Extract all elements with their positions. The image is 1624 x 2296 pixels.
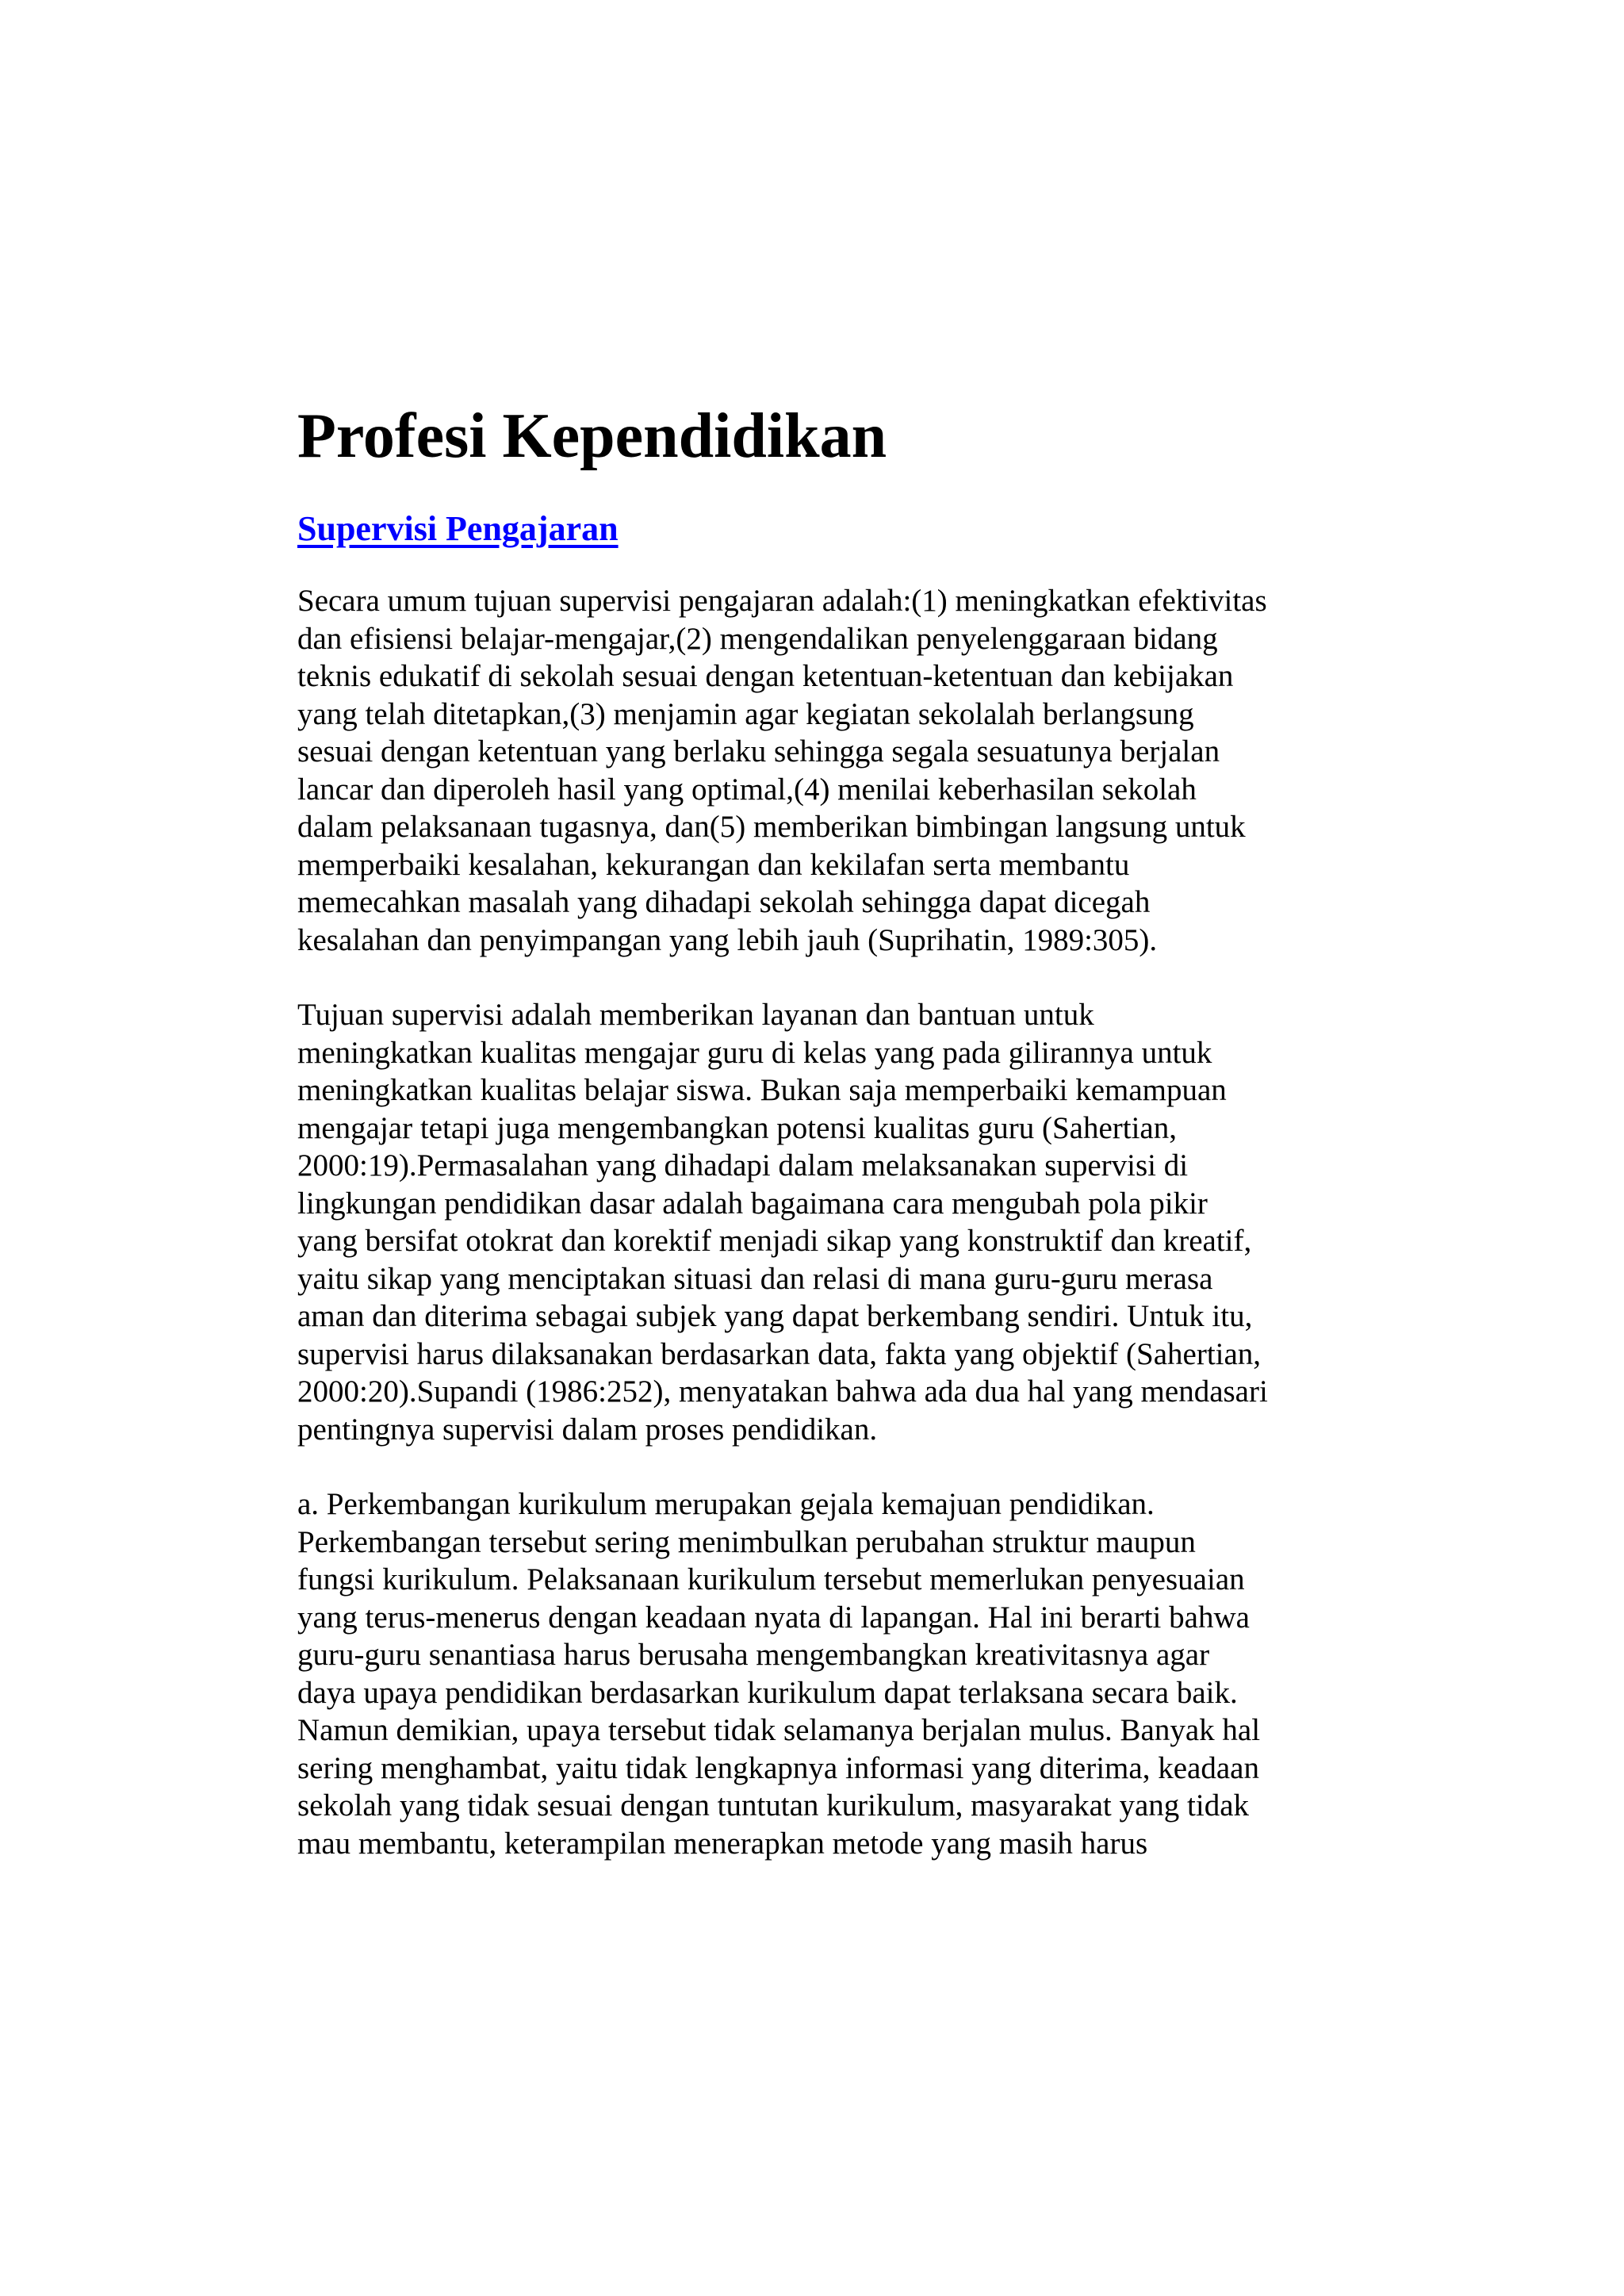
paragraph-line: sekolah yang tidak sesuai dengan tuntutan kurikulum, masyarakat yang tidak: [297, 1788, 1250, 1823]
paragraph-line: Tujuan supervisi adalah memberikan layanan dan bantuan untuk: [297, 998, 1094, 1032]
paragraph-line: teknis edukatif di sekolah sesuai dengan ketentuan-ketentuan dan kebijakan: [297, 659, 1234, 693]
paragraph-line: meningkatkan kualitas mengajar guru di kelas yang pada gilirannya untuk: [297, 1035, 1212, 1070]
paragraph-2: [297, 996, 1344, 1448]
paragraph-line: a. Perkembangan kurikulum merupakan gejala kemajuan pendidikan.: [297, 1487, 1155, 1521]
paragraph-line: supervisi harus dilaksanakan berdasarkan data, fakta yang objektif (Sahertian,: [297, 1336, 1262, 1371]
paragraph-line: 2000:20).Supandi (1986:252), menyatakan bahwa ada dua hal yang mendasari: [297, 1374, 1268, 1409]
paragraph-line: meningkatkan kualitas belajar siswa. Bukan saja memperbaiki kemampuan: [297, 1073, 1227, 1107]
paragraph-line: pentingnya supervisi dalam proses pendidikan.: [297, 1412, 878, 1447]
paragraph-line: lancar dan diperoleh hasil yang optimal,(4) menilai keberhasilan sekolah: [297, 772, 1197, 807]
paragraph-line: guru-guru senantiasa harus berusaha mengembangkan kreativitasnya agar: [297, 1638, 1210, 1672]
paragraph-3: [297, 1485, 1344, 1862]
document-page: [297, 397, 1344, 1899]
paragraph-line: mengajar tetapi juga mengembangkan potensi kualitas guru (Sahertian,: [297, 1110, 1177, 1145]
paragraph-line: daya upaya pendidikan berdasarkan kurikulum dapat terlaksana secara baik.: [297, 1675, 1238, 1710]
paragraph-1: [297, 582, 1344, 959]
page-title: Profesi Kependidikan: [297, 401, 887, 471]
paragraph-line: kesalahan dan penyimpangan yang lebih jauh (Suprihatin, 1989:305).: [297, 922, 1158, 957]
paragraph-line: dalam pelaksanaan tugasnya, dan(5) memberikan bimbingan langsung untuk: [297, 810, 1246, 844]
paragraph-line: Secara umum tujuan supervisi pengajaran adalah:(1) meningkatkan efektivitas: [297, 584, 1267, 618]
paragraph-line: dan efisiensi belajar-mengajar,(2) mengendalikan penyelenggaraan bidang: [297, 621, 1218, 656]
paragraph-line: yaitu sikap yang menciptakan situasi dan relasi di mana guru-guru merasa: [297, 1261, 1213, 1296]
paragraph-line: sering menghambat, yaitu tidak lengkapnya informasi yang diterima, keadaan: [297, 1750, 1259, 1785]
paragraph-line: aman dan diterima sebagai subjek yang dapat berkembang sendiri. Untuk itu,: [297, 1299, 1253, 1333]
paragraph-line: lingkungan pendidikan dasar adalah bagaimana cara mengubah pola pikir: [297, 1186, 1208, 1221]
paragraph-line: yang telah ditetapkan,(3) menjamin agar kegiatan sekolalah berlangsung: [297, 696, 1194, 731]
paragraph-line: 2000:19).Permasalahan yang dihadapi dalam melaksanakan supervisi di: [297, 1148, 1189, 1182]
paragraph-line: sesuai dengan ketentuan yang berlaku sehingga segala sesuatunya berjalan: [297, 734, 1220, 769]
paragraph-line: fungsi kurikulum. Pelaksanaan kurikulum tersebut memerlukan penyesuaian: [297, 1562, 1245, 1596]
paragraph-line: memecahkan masalah yang dihadapi sekolah sehingga dapat dicegah: [297, 885, 1151, 919]
paragraph-line: memperbaiki kesalahan, kekurangan dan kekilafan serta membantu: [297, 847, 1130, 882]
paragraph-line: mau membantu, keterampilan menerapkan metode yang masih harus: [297, 1826, 1148, 1861]
paragraph-line: Namun demikian, upaya tersebut tidak selamanya berjalan mulus. Banyak hal: [297, 1713, 1261, 1747]
paragraph-line: Perkembangan tersebut sering menimbulkan perubahan struktur maupun: [297, 1524, 1196, 1559]
paragraph-line: yang bersifat otokrat dan korektif menjadi sikap yang konstruktif dan kreatif,: [297, 1224, 1252, 1258]
paragraph-line: yang terus-menerus dengan keadaan nyata di lapangan. Hal ini berarti bahwa: [297, 1600, 1250, 1635]
section-link-supervisi-pengajaran[interactable]: Supervisi Pengajaran: [297, 509, 619, 548]
